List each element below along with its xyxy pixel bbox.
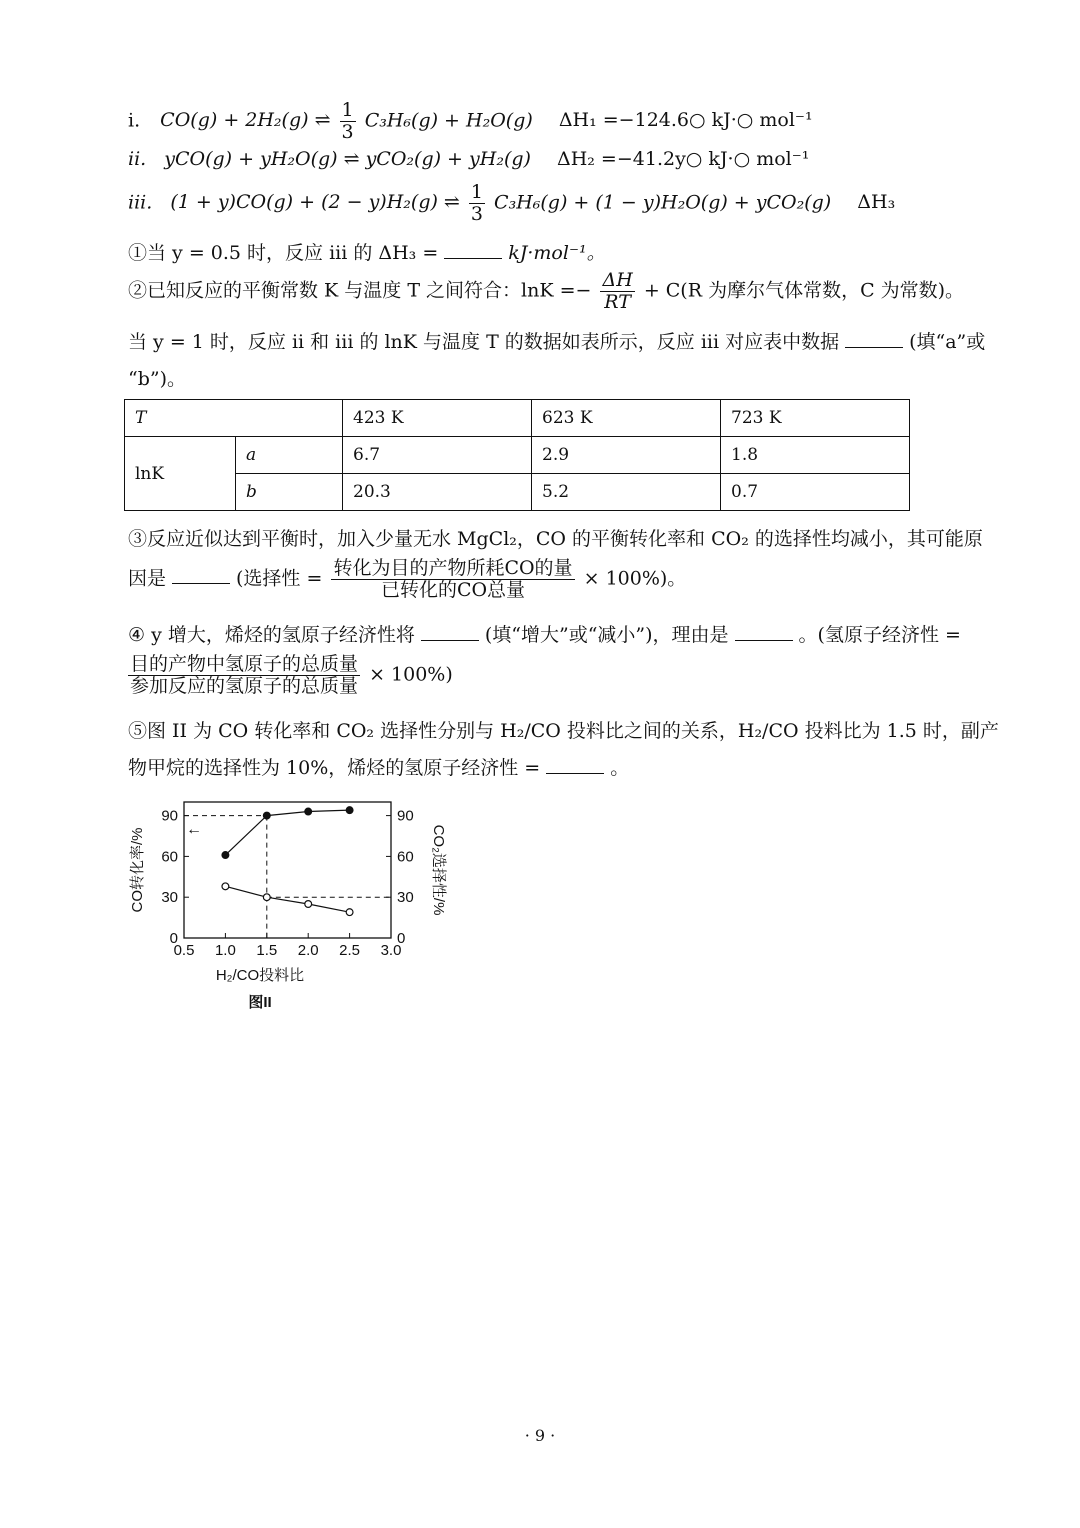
series-line-1 (225, 810, 349, 855)
table-row (125, 474, 910, 511)
fraction-denominator: 3 (470, 202, 483, 225)
question-4 (128, 620, 961, 647)
page-number: · 9 · (524, 1426, 556, 1445)
fraction-numerator: 1 (470, 181, 483, 203)
table-cell: 0.7 (721, 474, 910, 511)
question-text: 物甲烷的选择性为 10%，烯烃的氢原子经济性 = (128, 757, 541, 779)
y-tick-label-right: 90 (397, 807, 414, 825)
answer-blank[interactable] (845, 346, 903, 348)
question-2-line2 (128, 327, 985, 354)
fraction-denominator: 3 (341, 120, 354, 143)
question-text-tail: 。(氢原子经济性 = (798, 624, 961, 646)
y-tick-label-left: 0 (169, 930, 178, 947)
table-header-row (125, 400, 910, 437)
data-point-series-2 (263, 894, 270, 901)
table-cell: 2.9 (532, 437, 721, 474)
reaction-lhs: (1 + y)CO(g) + (2 − y)H₂(g) ⇌ (170, 191, 460, 214)
selectivity-fraction (331, 558, 574, 601)
table-row (125, 437, 910, 474)
question-4-line2 (128, 654, 453, 697)
fraction-numerator: 目的产物中氢原子的总质量 (130, 653, 359, 675)
enthalpy: ΔH₃ (857, 191, 896, 214)
question-text-mid: (填“增大”或“减小”)，理由是 (484, 624, 729, 646)
reaction-iii (128, 182, 895, 225)
series-name: a (236, 437, 343, 474)
question-text-tail: × 100%) (369, 663, 453, 686)
x-tick-label: 2.5 (339, 942, 361, 959)
y-tick-label-left: 30 (161, 889, 178, 907)
hydrogen-economy-fraction (128, 654, 360, 697)
enthalpy: ΔH₂ =−41.2y○ kJ·○ mol⁻¹ (556, 148, 810, 170)
answer-blank[interactable] (546, 772, 604, 774)
series-line-2 (225, 886, 349, 912)
reaction-label: i. (128, 109, 141, 132)
table-header-cell: 723 K (721, 400, 910, 437)
data-point-series-1 (263, 812, 270, 819)
reaction-rhs: C₃H₆(g) + H₂O(g) (364, 109, 533, 132)
table-header-cell: 423 K (343, 400, 532, 437)
series-name: b (236, 474, 343, 511)
plot-frame (184, 802, 391, 938)
table-header-cell: 623 K (532, 400, 721, 437)
reaction-equation: yCO(g) + yH₂O(g) ⇌ yCO₂(g) + yH₂(g) (164, 148, 531, 170)
coefficient-fraction (469, 182, 485, 225)
x-tick-label: 1.5 (256, 942, 278, 959)
answer-blank[interactable] (421, 639, 479, 641)
y-tick-label-left: 60 (161, 848, 178, 866)
y-tick-label-right: 60 (397, 848, 414, 866)
y-axis-label-left: CO转化率/% (129, 827, 146, 913)
enthalpy-fraction (600, 270, 634, 313)
data-point-series-1 (305, 808, 312, 815)
question-2-line3 (128, 364, 186, 391)
question-5-line2 (128, 753, 629, 780)
y-axis-label-right: CO₂选择性/% (430, 824, 447, 916)
lnk-table (124, 399, 910, 511)
table-cell: 20.3 (343, 474, 532, 511)
question-text: ⑤图 II 为 CO 转化率和 CO₂ 选择性分别与 H₂/CO 投料比之间的关系，H₂/CO 投料比为 1.5 时，副产 (128, 720, 999, 742)
fraction-numerator: ΔH (602, 269, 633, 291)
left-axis-arrow: ← (186, 821, 202, 838)
reaction-rhs: C₃H₆(g) + (1 − y)H₂O(g) + yCO₂(g) (494, 191, 832, 214)
question-text: ①当 y = 0.5 时，反应 iii 的 ΔH₃ = (128, 242, 439, 264)
data-point-series-2 (346, 909, 353, 916)
reaction-label: ii. (128, 148, 147, 170)
x-tick-label: 0.5 (173, 942, 195, 959)
question-text: 因是 (128, 567, 167, 590)
fraction-denominator: 参加反应的氢原子的总质量 (130, 674, 359, 697)
question-text-tail: + C(R 为摩尔气体常数，C 为常数)。 (643, 279, 965, 302)
question-1 (128, 238, 606, 265)
question-text: ④ y 增大，烯烃的氢原子经济性将 (128, 624, 415, 646)
x-axis-label: H₂/CO投料比 (215, 967, 305, 984)
x-tick-label: 1.0 (214, 942, 236, 959)
data-point-series-2 (222, 883, 229, 890)
enthalpy: ΔH₁ =−124.6○ kJ·○ mol⁻¹ (558, 109, 813, 132)
x-tick-label: 3.0 (380, 942, 402, 959)
coefficient-fraction (340, 100, 356, 143)
figure-caption: 图II (248, 994, 272, 1011)
answer-blank[interactable] (172, 582, 230, 584)
fraction-denominator: 已转化的CO总量 (380, 578, 526, 601)
table-cell: 5.2 (532, 474, 721, 511)
question-text: ③反应近似达到平衡时，加入少量无水 MgCl₂，CO 的平衡转化率和 CO₂ 的选择性均减小，其可能原 (128, 528, 983, 550)
question-text: 当 y = 1 时，反应 ii 和 iii 的 lnK 与温度 T 的数据如表所示，反应 iii 对应表中数据 (128, 331, 840, 353)
question-5 (128, 716, 999, 743)
question-3-line2 (128, 558, 686, 601)
y-tick-label-right: 0 (397, 930, 406, 947)
data-point-series-1 (346, 807, 353, 814)
data-point-series-2 (305, 901, 312, 908)
answer-blank[interactable] (444, 257, 502, 259)
reaction-label: iii. (128, 191, 153, 214)
unit-text: kJ·mol⁻¹。 (508, 242, 606, 264)
y-tick-label-left: 90 (161, 807, 178, 825)
reaction-i (128, 100, 813, 143)
table-cell: 6.7 (343, 437, 532, 474)
table-header-cell: T (125, 400, 343, 437)
y-tick-label-right: 30 (397, 889, 414, 907)
question-2 (128, 270, 964, 313)
question-text-tail: (填“a”或 (909, 331, 986, 353)
fraction-denominator: RT (604, 290, 631, 313)
fraction-numerator: 1 (341, 99, 354, 121)
figure-ii-chart (110, 792, 470, 1022)
data-point-series-1 (222, 852, 229, 859)
question-text: ②已知反应的平衡常数 K 与温度 T 之间符合：lnK =− (128, 279, 592, 302)
answer-blank[interactable] (735, 639, 793, 641)
row-label: lnK (125, 437, 236, 511)
question-text-tail: 。 (610, 757, 630, 779)
question-3 (128, 524, 983, 551)
fraction-numerator: 转化为目的产物所耗CO的量 (333, 557, 573, 579)
question-text: “b”)。 (128, 368, 187, 390)
reaction-ii (128, 148, 809, 170)
question-text-tail: × 100%)。 (583, 567, 687, 590)
reaction-lhs: CO(g) + 2H₂(g) ⇌ (160, 109, 331, 132)
x-tick-label: 2.0 (297, 942, 319, 959)
table-cell: 1.8 (721, 437, 910, 474)
question-text-mid: (选择性 = (236, 567, 323, 590)
